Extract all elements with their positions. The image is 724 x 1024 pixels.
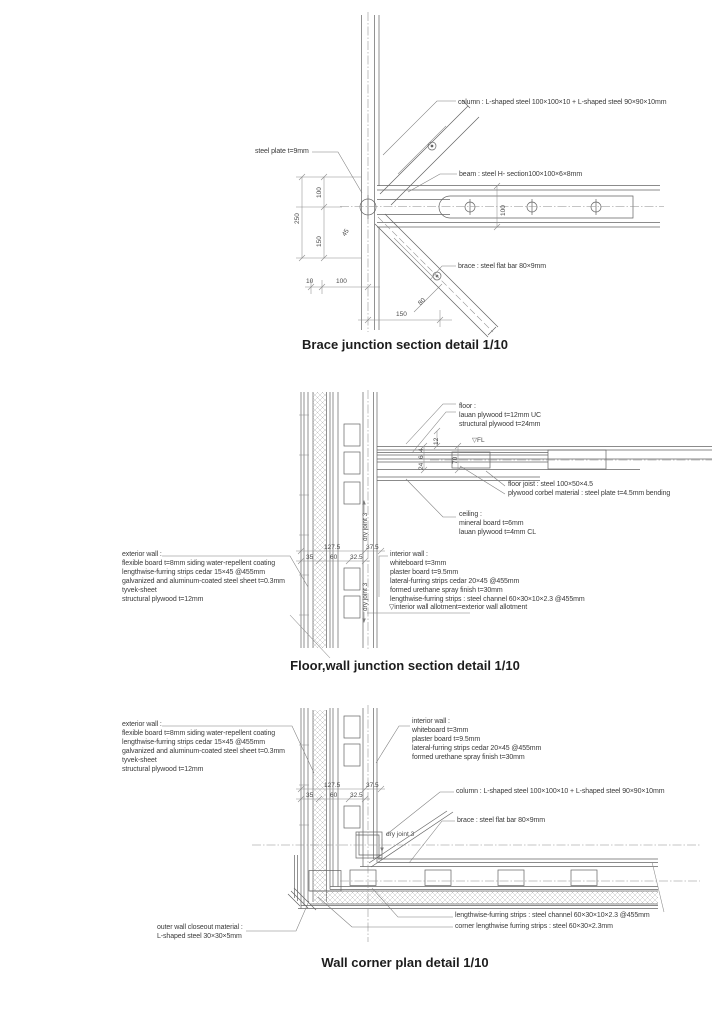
dim-70: 70	[452, 456, 459, 464]
annotation-line: flexible board t=8mm siding water-repellent coating	[122, 730, 276, 737]
dim-32-5: 32.5	[350, 553, 363, 561]
dry-joint-label: dry joint 3	[362, 582, 369, 611]
annotation-line: galvanized and aluminum-coated steel sheet t=0.3mm	[122, 748, 285, 755]
dim-127-5: 127.5	[324, 781, 341, 789]
annotation-interior-wall	[412, 717, 541, 762]
annotation-line: structural plywood t=12mm	[122, 766, 204, 773]
annotation-allotment: ▽interior wall allotment=exterior wall allotment	[389, 604, 528, 611]
floor-level-label: ▽FL	[472, 437, 485, 444]
annotation-lengthwise-furring: lengthwise-furring strips : steel channel 60×30×10×2.3 @455mm	[455, 912, 650, 919]
annotation-line: plaster board t=9.5mm	[412, 736, 481, 743]
annotation-line: formed urethane spray finish t=30mm	[412, 754, 525, 761]
annotation-line: interior wall :	[390, 551, 428, 558]
dry-joint-label: dry joint 3	[362, 512, 369, 541]
annotation-line: lengthwise-furring strips cedar 15×45 @455mm	[122, 569, 265, 576]
annotation-line: floor joist : steel 100×50×4.5	[508, 481, 593, 488]
dim-127-5: 127.5	[324, 543, 341, 551]
annotation-line: flexible board t=8mm siding water-repellent coating	[122, 560, 276, 567]
annotation-floor-joist	[508, 480, 670, 498]
annotation-line: plaster board t=9.5mm	[390, 569, 459, 576]
dim-37-5: 37.5	[366, 781, 379, 789]
dim-35: 35	[306, 791, 314, 799]
annotation-exterior-wall	[122, 720, 285, 774]
annotation-line: L-shaped steel 30×30×5mm	[157, 933, 242, 940]
annotation-beam: beam : steel H- section100×100×6×8mm	[459, 171, 583, 178]
annotation-ceiling	[459, 510, 536, 537]
annotation-line: whiteboard t=3mm	[412, 727, 469, 734]
dim-angle: 45	[341, 227, 351, 238]
dim-60: 60	[330, 553, 338, 561]
annotation-floor	[459, 402, 541, 429]
dim-35: 35	[306, 553, 314, 561]
annotation-line: galvanized and aluminum-coated steel sheet t=0.3mm	[122, 578, 285, 585]
title-floor-wall-junction: Floor,wall junction section detail 1/10	[290, 658, 520, 673]
annotation-line: exterior wall :	[122, 721, 162, 728]
annotation-line: exterior wall :	[122, 551, 162, 558]
annotation-interior-wall	[390, 550, 585, 604]
dim-beam-depth: 100	[500, 205, 507, 216]
title-wall-corner-plan: Wall corner plan detail 1/10	[321, 955, 489, 970]
annotation-line: structural plywood t=12mm	[122, 596, 204, 603]
annotation-corner-furring: corner lengthwise furring strips : steel 60×30×2.3mm	[455, 922, 613, 930]
annotation-line: formed urethane spray finish t=30mm	[390, 587, 503, 594]
annotation-column: column : L-shaped steel 100×100×10 + L-shaped steel 90×90×10mm	[456, 788, 665, 795]
annotation-steel-plate: steel plate t=9mm	[255, 148, 309, 155]
annotation-line: floor :	[459, 403, 476, 410]
annotation-exterior-wall	[122, 550, 285, 604]
dim-60: 60	[330, 791, 338, 799]
annotation-brace: brace : steel flat bar 80×9mm	[458, 263, 546, 270]
dim-4: 4	[418, 448, 425, 452]
floor-wall-junction-linework	[162, 390, 712, 658]
dim-12: 12	[433, 437, 440, 445]
title-brace-junction: Brace junction section detail 1/10	[302, 337, 508, 352]
dim-6: 6	[418, 455, 425, 459]
dim-brace-width: 80	[417, 296, 428, 307]
annotation-line: lateral-furring strips cedar 20×45 @455mm	[390, 578, 520, 585]
annotation-line: lauan plywood t=4mm CL	[459, 529, 536, 536]
annotation-line: lateral-furring strips cedar 20×45 @455mm	[412, 745, 542, 752]
annotation-line: lengthwise-furring strips : steel channel 60×30×10×2.3 @455mm	[390, 596, 585, 603]
dim-250: 250	[294, 213, 301, 224]
annotation-line: lauan plywood t=12mm UC	[459, 412, 541, 419]
annotation-line: ceiling :	[459, 511, 482, 518]
annotation-line: structural plywood t=24mm	[459, 421, 541, 428]
annotation-line: mineral board t=6mm	[459, 520, 524, 527]
dim-24: 24	[418, 462, 425, 470]
dim-32-5: 32.5	[350, 791, 363, 799]
dim-100-horizontal: 100	[336, 278, 347, 285]
annotation-line: lengthwise-furring strips cedar 15×45 @455mm	[122, 739, 265, 746]
dim-37-5: 37.5	[366, 543, 379, 551]
annotation-line: interior wall :	[412, 718, 450, 725]
annotation-closeout	[157, 923, 243, 941]
dim-150-horizontal: 150	[396, 311, 407, 318]
dim-150-bottom: 150	[316, 236, 323, 247]
dry-joint-label: dry joint 3	[386, 831, 415, 838]
annotation-line: outer wall closeout material :	[157, 924, 243, 931]
annotation-line: plywood corbel material : steel plate t=4.5mm bending	[508, 490, 671, 497]
annotation-line: tyvek-sheet	[122, 757, 157, 764]
annotation-brace: brace : steel flat bar 80×9mm	[457, 817, 545, 824]
annotation-line: whiteboard t=3mm	[390, 560, 447, 567]
dim-10: 10	[306, 278, 314, 285]
dim-100-top: 100	[316, 187, 323, 198]
annotation-line: tyvek-sheet	[122, 587, 157, 594]
annotation-column: column : L-shaped steel 100×100×10 + L-shaped steel 90×90×10mm	[458, 99, 667, 106]
